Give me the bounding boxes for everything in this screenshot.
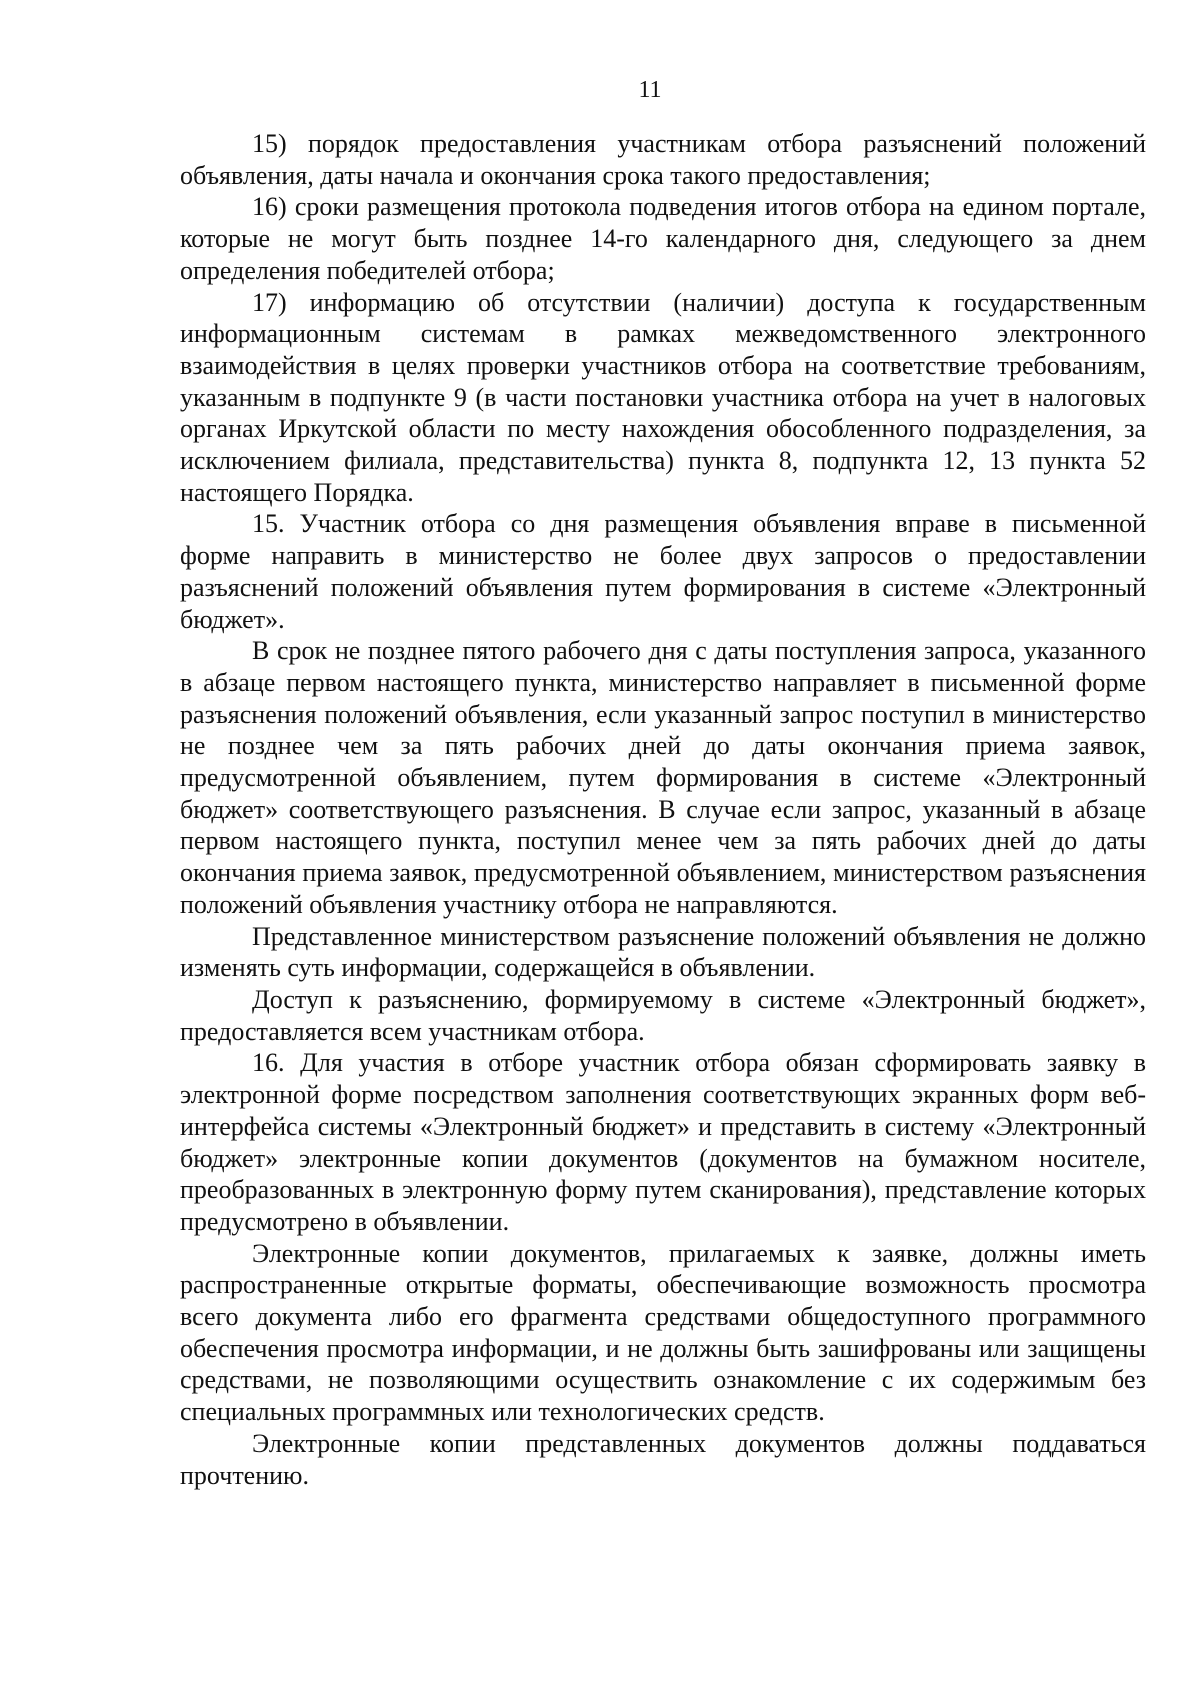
paragraph-clarification-content: Представленное министерством разъяснение положений объявления не должно изменять суть информации, содержащейся в объявлении. [180, 921, 1146, 983]
document-body [180, 128, 1146, 1491]
paragraph-clarification-deadline: В срок не позднее пятого рабочего дня с даты поступления запроса, указанного в абзаце первом настоящего пункта, министерство направляет в письменной форме разъяснения положений объявления, если указанный запрос поступил в министерство не позднее чем за пять рабочих дней до даты окончания приема заявок, предусмотренной объявлением, путем формирования в системе «Электронный бюджет» соответствующего разъяснения. В случае если запрос, указанный в абзаце первом настоящего пункта, поступил менее чем за пять рабочих дней до даты окончания приема заявок, предусмотренной объявлением, министерством разъяснения положений объявления участнику отбора не направляются. [180, 636, 1146, 919]
paragraph-item-15: 15) порядок предоставления участникам отбора разъяснений положений объявления, даты начала и окончания срока такого предоставления; [180, 129, 1146, 190]
paragraph-item-16: 16) сроки размещения протокола подведения итогов отбора на едином портале, которые не могут быть позднее 14-го календарного дня, следующего за днем определения победителей отбора; [180, 192, 1146, 285]
paragraph-item-17: 17) информацию об отсутствии (наличии) доступа к государственным информационным системам в рамках межведомственного электронного взаимодействия в целях проверки участников отбора на соответствие требованиям, указанным в подпункте 9 (в части постановки участника отбора на учет в налоговых органах Иркутской области по месту нахождения обособленного подразделения, за исключением филиала, представительства) пункта 8, подпункта 12, 13 пункта 52 настоящего Порядка. [180, 287, 1146, 507]
paragraph-clause-15: 15. Участник отбора со дня размещения объявления вправе в письменной форме направить в министерство не более двух запросов о предоставлении разъяснений положений объявления путем формирования в системе «Электронный бюджет». [180, 509, 1146, 634]
paragraph-clarification-access: Доступ к разъяснению, формируемому в системе «Электронный бюджет», предоставляется всем участникам отбора. [180, 984, 1146, 1046]
page-number: 11 [638, 77, 662, 103]
paragraph-file-formats: Электронные копии документов, прилагаемых к заявке, должны иметь распространенные открытые форматы, обеспечивающие возможность просмотра всего документа либо его фрагмента средствами общедоступного программного обеспечения просмотра информации, и не должны быть зашифрованы или защищены средствами, не позволяющими осуществить ознакомление с их содержимым без специальных программных или технологических средств. [180, 1238, 1146, 1427]
paragraph-readability: Электронные копии представленных документов должны поддаваться прочтению. [180, 1428, 1146, 1490]
paragraph-clause-16: 16. Для участия в отборе участник отбора обязан сформировать заявку в электронной форме посредством заполнения соответствующих экранных форм веб-интерфейса системы «Электронный бюджет» и представить в систему «Электронный бюджет» электронные копии документов (документов на бумажном носителе, преобразованных в электронную форму путем сканирования), представление которых предусмотрено в объявлении. [180, 1048, 1146, 1236]
